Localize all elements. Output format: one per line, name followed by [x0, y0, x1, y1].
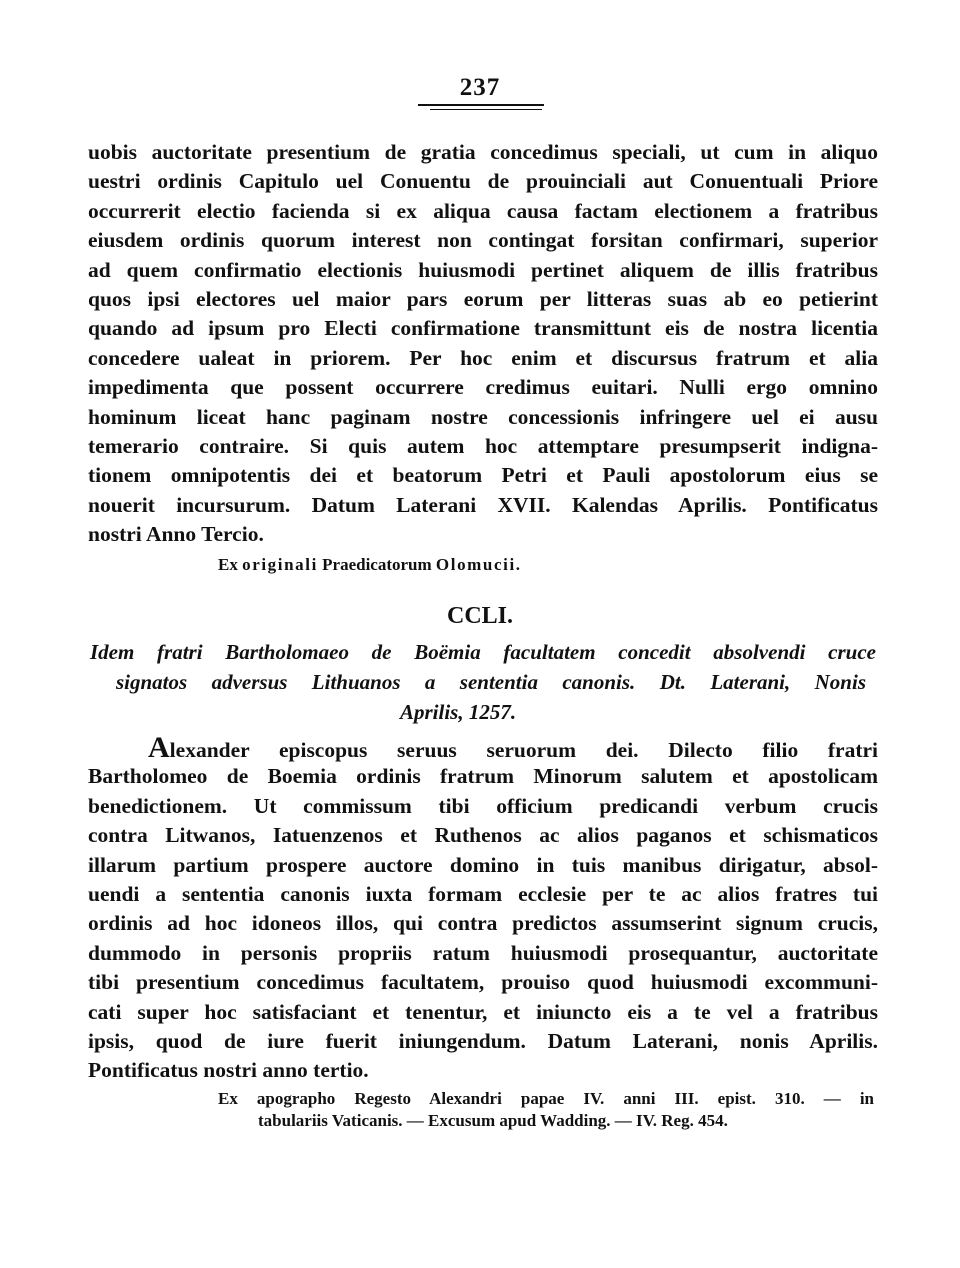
first-line-text: lexander episcopus seruus seruorum dei. Dilecto filio fratri: [169, 738, 878, 762]
body-line: eiusdem ordinis quorum interest non contingat forsitan confirmari, superior: [88, 228, 878, 253]
body-line: tibi presentium concedimus facultatem, prouiso quod huiusmodi excommuni-: [88, 970, 878, 995]
document-number: CCLI.: [446, 603, 513, 629]
document-body: [88, 733, 878, 1086]
body-line: impedimenta que possent occurrere credimus euitari. Nulli ergo omnino: [88, 375, 878, 400]
body-line: ad quem confirmatio electionis huiusmodi pertinet aliquem de illis fratribus: [88, 257, 878, 282]
body-line: quando ad ipsum pro Electi confirmatione transmittunt eis de nostra licentia: [88, 316, 878, 341]
body-line: quos ipsi electores uel maior pars eorum per litteras suas ab eo petierint: [88, 286, 878, 311]
header-rule-thin: [430, 109, 542, 110]
body-line: occurrerit electio facienda si ex aliqua causa factam electionem a fratribus: [88, 198, 878, 223]
body-line: concedere ualeat in priorem. Per hoc enim et discursus fratrum et alia: [88, 345, 878, 370]
header-rule: [418, 104, 544, 107]
body-line: illarum partium prospere auctore domino in tuis manibus dirigatur, absol-: [88, 852, 878, 877]
source-prefix: Ex: [218, 555, 238, 574]
body-line: uobis auctoritate presentium de gratia concedimus speciali, ut cum in aliquo: [88, 140, 878, 164]
body-line: hominum liceat hanc paginam nostre concessionis infringere uel ei ausu: [88, 404, 878, 429]
body-line: contra Litwanos, Iatuenzenos et Ruthenos ac alios paganos et schismaticos: [88, 823, 878, 848]
source-note-line: Ex apographo Regesto Alexandri papae IV. anni III. epist. 310. — in: [218, 1089, 874, 1108]
body-line: ipsis, quod de iure fuerit iniungendum. Datum Laterani, nonis Aprilis.: [88, 1028, 878, 1053]
body-line: nouerit incursurum. Datum Laterani XVII. Kalendas Aprilis. Pontificatus: [88, 492, 878, 517]
body-line: Pontificatus nostri anno tertio.: [88, 1058, 369, 1083]
body-line: temerario contraire. Si quis autem hoc attemptare presumpserit indigna-: [88, 433, 878, 458]
previous-source-note: [218, 555, 522, 575]
body-line: benedictionem. Ut commissum tibi officium predicandi verbum crucis: [88, 793, 878, 818]
previous-document-body: [88, 138, 878, 549]
body-line: uendi a sententia canonis iuxta formam ecclesie per te ac alios fratres tui: [88, 881, 878, 906]
body-line: uestri ordinis Capitulo uel Conuentu de prouinciali aut Conuentuali Priore: [88, 169, 878, 194]
summary-line: Idem fratri Bartholomaeo de Boëmia facultatem concedit absolvendi cruce: [90, 640, 876, 664]
summary-line: signatos adversus Lithuanos a sententia canonis. Dt. Laterani, Nonis: [116, 670, 866, 694]
source-rest: Praedicatorum: [322, 555, 432, 574]
body-line: ordinis ad hoc idoneos illos, qui contra predictos assumserint signum crucis,: [88, 911, 878, 936]
source-place: Olomucii.: [435, 555, 522, 574]
body-line: dummodo in personis propriis ratum huiusmodi prosequantur, auctoritate: [88, 940, 878, 965]
source-note-line: tabulariis Vaticanis. — Excusum apud Wadding. — IV. Reg. 454.: [258, 1111, 728, 1130]
body-line: Bartholomeo de Boemia ordinis fratrum Minorum salutem et apostolicam: [88, 764, 878, 789]
body-line: tionem omnipotentis dei et beatorum Petri et Pauli apostolorum eius se: [88, 463, 878, 488]
body-first-line: [88, 733, 878, 762]
source-spaced: originali: [242, 555, 318, 574]
page-number: 237: [459, 74, 501, 101]
body-line: nostri Anno Tercio.: [88, 522, 264, 547]
body-line: cati super hoc satisfaciant et tenentur, et iniuncto eis a te vel a fratribus: [88, 999, 878, 1024]
summary-line: Aprilis, 1257.: [400, 700, 517, 724]
initial-letter: A: [148, 731, 170, 764]
